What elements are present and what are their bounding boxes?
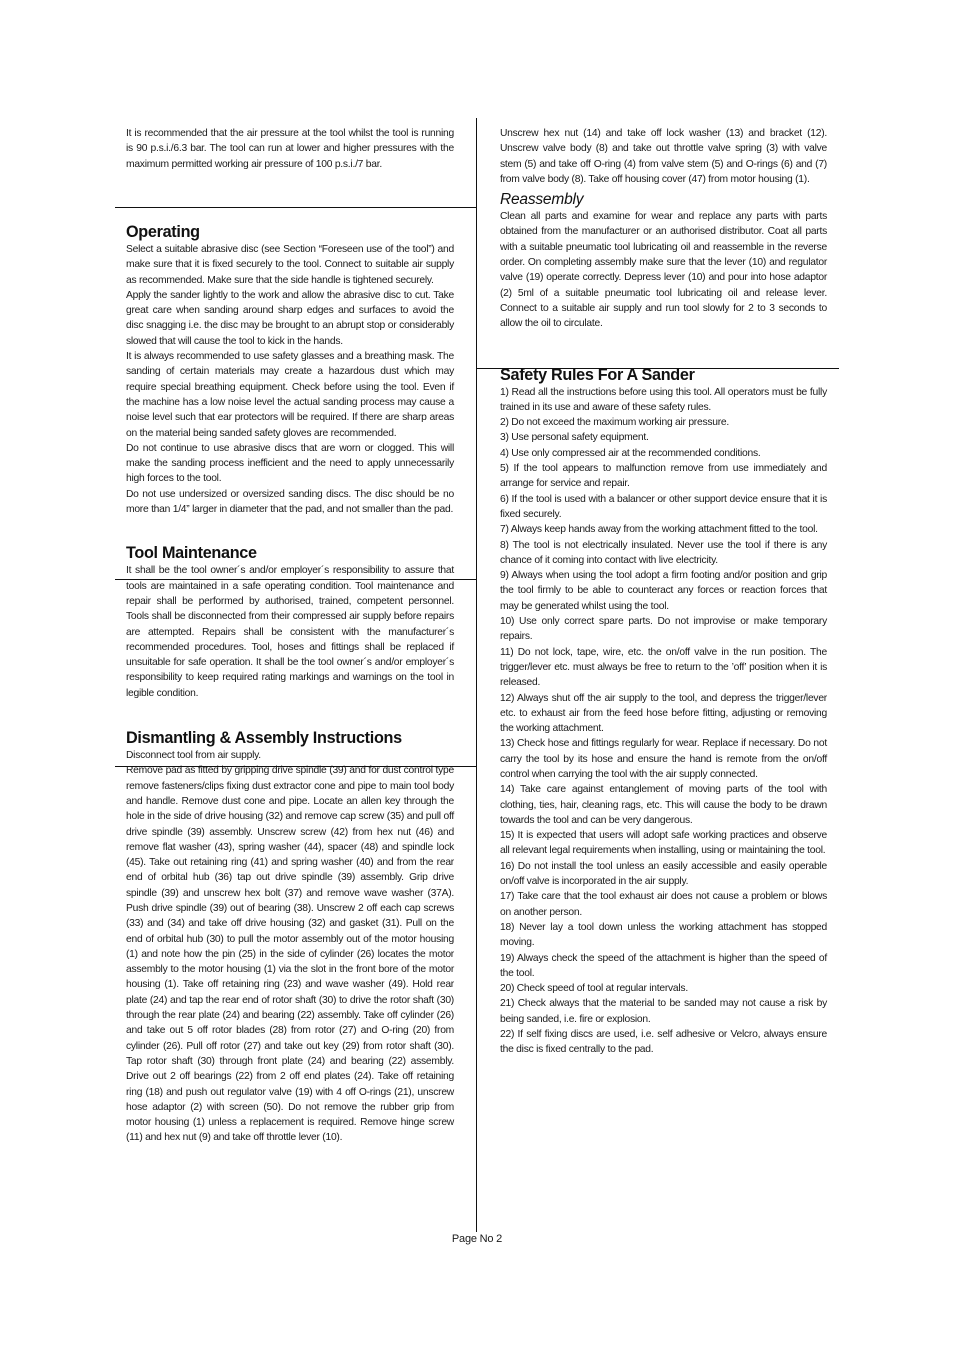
safety-rule: 1) Read all the instructions before using this tool. All operators must be fully trained in its use and aware of these safety rules.	[500, 386, 827, 413]
column-divider	[476, 118, 477, 1232]
safety-rule: 8) The tool is not electrically insulated. Never use the tool if there is any chance of it coming into contact with live electricity.	[500, 539, 827, 566]
safety-rule: 15) It is expected that users will adopt safe working practices and observe all relevant legal requirements when installing, using or maintaining the tool.	[500, 830, 827, 857]
safety-rule: 7) Always keep hands away from the working attachment fitted to the tool.	[500, 524, 818, 536]
section-divider-safety	[477, 368, 839, 369]
air-pressure-intro: It is recommended that the air pressure at the tool whilst the tool is running is 90 p.s.i./6.3 bar. The tool can run at lower and higher pressures with the maximum permitted working air pressure of 100 p.s.i./7 bar.	[126, 128, 454, 170]
tool-maintenance-heading: Tool Maintenance	[126, 544, 257, 563]
safety-rule: 14) Take care against entanglement of moving parts of the tool with clothing, ties, hair, cleaning rags, etc. This will cause the body to be drawn towards the tool and can be very dangerous.	[500, 784, 827, 826]
safety-rule: 17) Take care that the tool exhaust air does not cause a problem or blows on another person.	[500, 891, 827, 918]
safety-rule: 11) Do not lock, tape, wire, etc. the on/off valve in the run position. The trigger/lever etc. must always be free to return to the ’off’ position when it is released.	[500, 646, 827, 689]
operating-paragraph-1: Select a suitable abrasive disc (see Section “Foreseen use of the tool”) and make sure that it is fixed securely to the tool. Connect to suitable air supply as recommended. Make sure that the side handle is tightened securely.	[126, 244, 454, 286]
safety-rule: 9) Always when using the tool adopt a firm footing and/or position and grip the tool firmly to be able to counteract any forces or reaction forces that may be generated whilst using the tool.	[500, 570, 827, 612]
safety-rule: 22) If self fixing discs are used, i.e. self adhesive or Velcro, always ensure the disc is fixed centrally to the pad.	[500, 1029, 827, 1056]
safety-rules-list	[500, 385, 827, 1058]
safety-rule: 4) Use only compressed air at the recommended conditions.	[500, 447, 761, 459]
section-divider-dismantling	[115, 766, 476, 767]
dismantling-heading: Dismantling & Assembly Instructions	[126, 729, 402, 748]
operating-paragraph-4: Do not continue to use abrasive discs that are worn or clogged. This will make the sanding process inefficient and the need to apply unnecessarily high forces to the tool.	[126, 442, 454, 485]
safety-rule: 5) If the tool appears to malfunction remove from use immediately and arrange for service and repair.	[500, 463, 827, 490]
safety-rules-heading: Safety Rules For A Sander	[500, 365, 695, 384]
operating-paragraph-2: Apply the sander lightly to the work and allow the abrasive disc to cut. Take great care when sanding around sharp edges and surfaces to avoid the disc snagging i.e. the disc may be brought to an abrupt stop or considerably slowed that will cause the tool to kick in the hands.	[126, 289, 454, 347]
reassembly-text: Clean all parts and examine for wear and replace any parts with parts obtained from the manufacturer or an authorised distributor. Coat all parts with a suitable pneumatic tool lubricating oil and reassemble in the reverse order. On completing assembly make sure that the lever (10) and regulator valve (19) operate correctly. Depress lever (10) and pour into hose adaptor (2) 5ml of a suitable pneumatic tool lubricating oil and release lever. Connect to a suitable air supply and run tool slowly for 2 to 3 seconds to allow the oil to circulate.	[500, 211, 827, 330]
dismantling-text: Remove pad as fitted by gripping drive spindle (39) and for dust control type remove fasteners/clips fixing dust extractor cone and pipe to main tool body and handle. Remove dust cone and pipe. Locate an allen key through the hole in the side of drive housing (32) and remove cap screw (35) and pull off drive spindle (39) assembly. Unscrew screw (42) from hex nut (46) and remove flat washer (43), spring washer (44), spacer (48) and spindle lock (45). Take out retaining ring (41) and spring washer (40) and from the rear end of orbital hub (36) tap out drive spindle (39) assembly. Grip drive spindle (39) and unscrew hex bolt (37) and remove wave washer (37A). Push drive spindle (39) out of bearing (38). Unscrew 2 off each cap screws (33) and (34) and take off drive housing (32) and gasket (31). Pull on the end of orbital hub (30) to pull the motor assembly out of the motor housing (1) and note how the pin (25) in the side of cylinder (26) locates the motor assembly to the motor housing (1) via the slot in the front bore of the motor housing (1). Take off retaining ring (23) and wave washer (49). Hold rear plate (24) and tap the rear end of rotor shaft (30) to drive the rotor shaft (30) through the rear plate (24) and bearing (22) assembly. Take off cylinder (26) and take out 5 off rotor blades (28) from rotor (27) and O-ring (20) from cylinder (26). Pull off rotor (27) and take out key (29) from rotor shaft (30). Tap rotor shaft (30) through front plate (24) and bearing (22) assembly. Drive out 2 off bearings (22) from 2 off end plates (24). Take off retaining ring (18) and push out regulator valve (19) with 4 off O-rings (21), unscrew hose adaptor (2) with screen (50). Do not remove the rubber grip from motor housing (1) unless a replacement is required. Remove hinge screw (11) and hex nut (9) and take off throttle lever (10).	[126, 765, 454, 1144]
safety-rule: 10) Use only correct spare parts. Do not improvise or make temporary repairs.	[500, 616, 827, 643]
safety-rule: 3) Use personal safety equipment.	[500, 432, 649, 444]
right-column	[500, 126, 827, 1058]
safety-rule: 6) If the tool is used with a balancer or other support device ensure that it is fixed securely.	[500, 493, 827, 520]
safety-rule: 20) Check speed of tool at regular intervals.	[500, 983, 688, 995]
section-divider-maintenance	[115, 579, 476, 580]
dismantling-first-line: Disconnect tool from air supply.	[126, 750, 261, 762]
page-number: Page No 2	[451, 1233, 503, 1245]
safety-rule: 19) Always check the speed of the attachment is higher than the speed of the tool.	[500, 952, 827, 979]
operating-heading: Operating	[126, 223, 200, 241]
operating-paragraph-3: It is always recommended to use safety glasses and a breathing mask. The sanding of certain materials may create a hazardous dust which may require special breathing equipment. Check before using the tool. Even if the machine has a low noise level the actual sanding process may cause a noise level such that ear protectors will be required. If there are sharp areas on the material being sanded safety gloves are recommended.	[126, 351, 454, 439]
tool-maintenance-text: It shall be the tool owner´s and/or employer´s responsibility to assure that tools are maintained in a safe operating condition. Tool maintenance and repair shall be performed by authorised, trained, competent personnel. Tools shall be disconnected from their compressed air supply before repairs are attempted. Repairs shall be consistent with the manufacturer´s recommended procedures. Tool, hoses and fittings shall be replaced if unsuitable for safe operation. It shall be the tool owner´s and/or employer´s responsibility to keep required rating markings and warnings on the tool in legible condition.	[126, 565, 454, 699]
reassembly-heading: Reassembly	[500, 191, 584, 209]
safety-rule: 13) Check hose and fittings regularly for wear. Replace if necessary. Do not carry the tool by its hose and ensure the hand is remote from the on/off control when carrying the tool with the air supply connected.	[500, 738, 827, 780]
safety-rule: 18) Never lay a tool down unless the working attachment has stopped moving.	[500, 921, 827, 949]
section-divider-operating	[115, 207, 476, 208]
safety-rule: 2) Do not exceed the maximum working air pressure.	[500, 417, 730, 429]
safety-rule: 12) Always shut off the air supply to the tool, and depress the trigger/lever etc. to exhaust air from the feed hose before fitting, adjusting or removing the working attachment.	[500, 692, 827, 735]
safety-rule: 21) Check always that the material to be sanded may not cause a risk by being sanded, i.e. fire or explosion.	[500, 998, 827, 1025]
safety-rule: 16) Do not install the tool unless an easily accessible and easily operable on/off valve is incorporated in the air supply.	[500, 860, 827, 888]
dismantling-continuation: Unscrew hex nut (14) and take off lock washer (13) and bracket (12). Unscrew valve body (8) and take out throttle valve spring (3) with valve stem (5) and take off O-ring (4) from valve stem (5) and O-rings (6) and (7) from valve body (8). Take off housing cover (47) from motor housing (1).	[500, 128, 827, 185]
left-column	[126, 126, 454, 1146]
operating-paragraph-5: Do not use undersized or oversized sanding discs. The disc should be no more than 1/4” larger in diameter that the pad, and not smaller than the pad.	[126, 488, 454, 516]
